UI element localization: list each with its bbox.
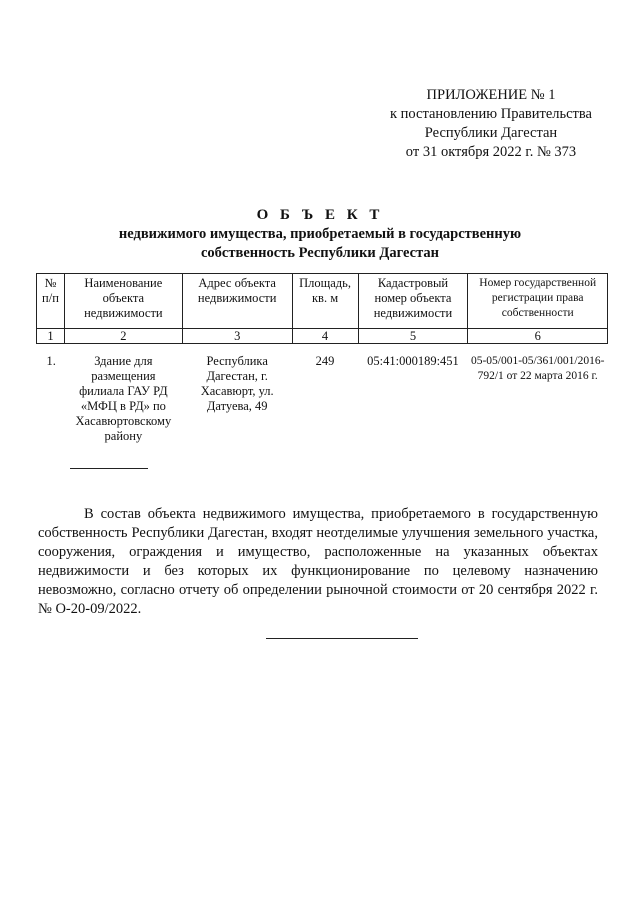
column-number: 6	[468, 329, 608, 344]
separator-line	[70, 468, 148, 469]
appendix-header	[372, 86, 610, 162]
document-title	[60, 206, 580, 263]
row-area: 249	[315, 354, 335, 368]
property-table	[36, 273, 608, 456]
table-header-row	[37, 274, 608, 329]
table-column-numbers	[37, 329, 608, 344]
title-line-3: собственность Республики Дагестан	[201, 245, 439, 261]
paragraph-text: В состав объекта недвижимого имущества, приобретаемого в государственную собственность Республики Дагестан, входят неотделимые улучшения земельного участка, сооружения, ограждения и имущество, расположенные на указанных объектах недвижимости и без которых их функционирование по целевому назначению невозможно, согласно отчету об определении рыночной стоимости от 20 сентября 2022 г. № О-20-09/2022.	[38, 506, 598, 617]
column-number: 1	[37, 329, 65, 344]
row-object-name: Здание для размещения филиала ГАУ РД «МФЦ в РД» по Хасавюртовскому району	[75, 354, 172, 443]
composition-paragraph	[38, 505, 598, 619]
row-number: 1.	[46, 354, 56, 368]
table-row	[37, 344, 608, 457]
column-number: 2	[64, 329, 182, 344]
header-number: № п/п	[37, 274, 65, 329]
header-cadastral: Кадастровый номер объекта недвижимости	[358, 274, 468, 329]
row-registration-number: 05-05/001-05/361/001/2016-792/1 от 22 марта 2016 г.	[470, 355, 605, 382]
header-area: Площадь, кв. м	[292, 274, 358, 329]
row-cadastral-number: 05:41:000189:451	[367, 354, 459, 368]
column-number: 3	[182, 329, 292, 344]
appendix-republic: Республики Дагестан	[424, 125, 558, 141]
appendix-title: ПРИЛОЖЕНИЕ № 1	[426, 87, 556, 103]
closing-line	[266, 638, 418, 639]
column-number: 5	[358, 329, 468, 344]
title-word: О Б Ъ Е К Т	[256, 207, 384, 223]
row-address: Республика Дагестан, г. Хасавюрт, ул. Датуева, 49	[200, 354, 274, 413]
header-registration: Номер государственной регистрации права собственности	[468, 274, 608, 329]
header-name: Наименование объекта недвижимости	[64, 274, 182, 329]
appendix-date: от 31 октября 2022 г. № 373	[405, 144, 577, 160]
title-line-2: недвижимого имущества, приобретаемый в государственную	[118, 226, 522, 242]
column-number: 4	[292, 329, 358, 344]
header-address: Адрес объекта недвижимости	[182, 274, 292, 329]
appendix-resolution: к постановлению Правительства	[390, 106, 592, 122]
